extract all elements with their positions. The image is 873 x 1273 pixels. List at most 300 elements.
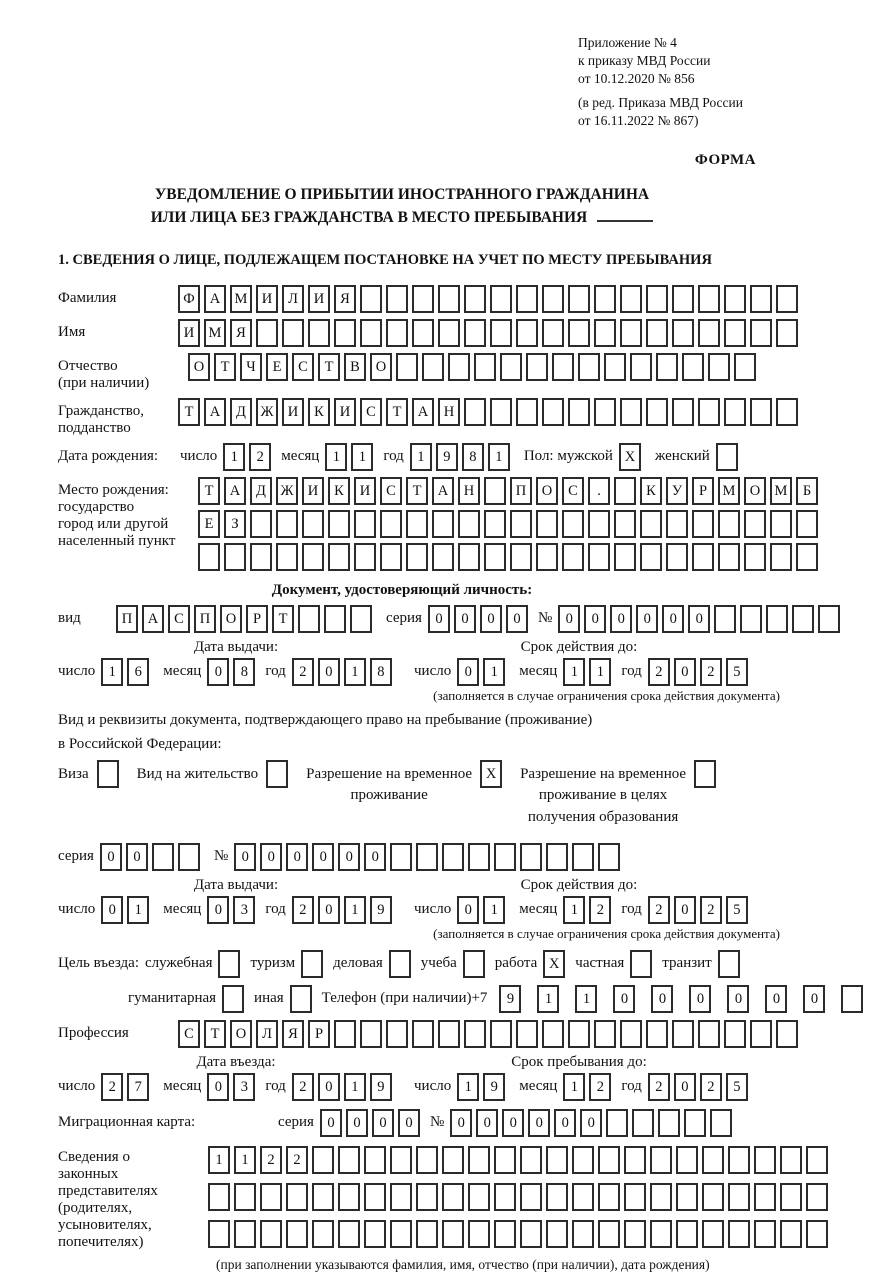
char-cell[interactable]: 0 (234, 843, 256, 871)
char-cell[interactable] (360, 319, 382, 347)
char-cell[interactable] (640, 543, 662, 571)
char-cell[interactable] (620, 319, 642, 347)
char-cell[interactable] (416, 843, 438, 871)
char-cell[interactable]: 0 (454, 605, 476, 633)
char-cell[interactable]: 3 (233, 896, 255, 924)
char-cell[interactable] (208, 1220, 230, 1248)
char-cell[interactable] (312, 1220, 334, 1248)
char-cell[interactable] (324, 605, 346, 633)
char-cell[interactable]: Ф (178, 285, 200, 313)
char-cell[interactable] (416, 1220, 438, 1248)
char-cell[interactable]: 0 (457, 896, 479, 924)
char-cell[interactable] (632, 1109, 654, 1137)
birth-month-cells[interactable] (325, 443, 377, 471)
char-cell[interactable]: 0 (662, 605, 684, 633)
char-cell[interactable] (604, 353, 626, 381)
char-cell[interactable] (224, 543, 246, 571)
char-cell[interactable] (286, 1220, 308, 1248)
char-cell[interactable] (646, 319, 668, 347)
char-cell[interactable] (750, 1020, 772, 1048)
char-cell[interactable] (546, 843, 568, 871)
residence-issue-year[interactable] (292, 896, 396, 924)
char-cell[interactable]: У (666, 477, 688, 505)
char-cell[interactable]: 0 (207, 1073, 229, 1101)
char-cell[interactable]: 0 (312, 843, 334, 871)
char-cell[interactable]: 0 (506, 605, 528, 633)
char-cell[interactable]: К (328, 477, 350, 505)
char-cell[interactable]: 2 (648, 658, 670, 686)
birth-place-cells-row2[interactable] (198, 510, 822, 538)
purpose-official-checkbox[interactable] (218, 950, 240, 978)
char-cell[interactable] (792, 605, 814, 633)
patronymic-cells[interactable] (188, 353, 760, 381)
char-cell[interactable] (260, 1183, 282, 1211)
char-cell[interactable] (594, 1020, 616, 1048)
purpose-study-checkbox[interactable] (463, 950, 485, 978)
char-cell[interactable] (328, 543, 350, 571)
char-cell[interactable]: 0 (674, 658, 696, 686)
char-cell[interactable]: 2 (648, 896, 670, 924)
char-cell[interactable] (542, 285, 564, 313)
char-cell[interactable]: Т (318, 353, 340, 381)
char-cell[interactable]: Т (214, 353, 236, 381)
char-cell[interactable]: С (380, 477, 402, 505)
char-cell[interactable]: 0 (584, 605, 606, 633)
char-cell[interactable]: О (536, 477, 558, 505)
temp-residence-checkbox[interactable]: X (480, 760, 502, 788)
char-cell[interactable] (234, 1220, 256, 1248)
char-cell[interactable]: К (308, 398, 330, 426)
entry-day[interactable] (101, 1073, 153, 1101)
phone-cells[interactable] (493, 985, 873, 1013)
purpose-humanitarian-checkbox[interactable] (222, 985, 244, 1013)
char-cell[interactable]: 1 (575, 985, 597, 1013)
char-cell[interactable]: 0 (674, 896, 696, 924)
char-cell[interactable]: 1 (457, 1073, 479, 1101)
char-cell[interactable] (390, 1183, 412, 1211)
char-cell[interactable] (776, 398, 798, 426)
char-cell[interactable]: 2 (589, 1073, 611, 1101)
char-cell[interactable] (484, 543, 506, 571)
identity-valid-month[interactable] (563, 658, 615, 686)
char-cell[interactable] (588, 543, 610, 571)
char-cell[interactable] (776, 1020, 798, 1048)
char-cell[interactable] (614, 543, 636, 571)
char-cell[interactable]: 0 (101, 896, 123, 924)
char-cell[interactable] (516, 398, 538, 426)
char-cell[interactable] (390, 843, 412, 871)
char-cell[interactable] (516, 1020, 538, 1048)
char-cell[interactable]: 1 (344, 1073, 366, 1101)
char-cell[interactable] (484, 477, 506, 505)
char-cell[interactable]: 0 (674, 1073, 696, 1101)
char-cell[interactable] (302, 510, 324, 538)
char-cell[interactable] (744, 510, 766, 538)
char-cell[interactable] (546, 1220, 568, 1248)
char-cell[interactable] (624, 1183, 646, 1211)
char-cell[interactable] (500, 353, 522, 381)
char-cell[interactable] (494, 1146, 516, 1174)
char-cell[interactable]: Н (458, 477, 480, 505)
citizenship-cells[interactable] (178, 398, 802, 426)
char-cell[interactable] (806, 1220, 828, 1248)
char-cell[interactable]: 2 (700, 896, 722, 924)
char-cell[interactable]: 0 (476, 1109, 498, 1137)
char-cell[interactable] (416, 1146, 438, 1174)
char-cell[interactable]: 5 (726, 896, 748, 924)
char-cell[interactable]: 0 (450, 1109, 472, 1137)
char-cell[interactable] (468, 1146, 490, 1174)
char-cell[interactable]: 2 (292, 1073, 314, 1101)
char-cell[interactable] (606, 1109, 628, 1137)
char-cell[interactable] (536, 510, 558, 538)
char-cell[interactable] (432, 543, 454, 571)
char-cell[interactable]: 2 (292, 896, 314, 924)
char-cell[interactable] (412, 319, 434, 347)
char-cell[interactable]: 6 (127, 658, 149, 686)
char-cell[interactable] (796, 543, 818, 571)
char-cell[interactable]: Б (796, 477, 818, 505)
char-cell[interactable] (568, 285, 590, 313)
char-cell[interactable] (474, 353, 496, 381)
char-cell[interactable]: М (204, 319, 226, 347)
char-cell[interactable] (572, 1146, 594, 1174)
char-cell[interactable] (568, 398, 590, 426)
char-cell[interactable]: О (744, 477, 766, 505)
char-cell[interactable]: М (718, 477, 740, 505)
char-cell[interactable]: 1 (127, 896, 149, 924)
char-cell[interactable] (841, 985, 863, 1013)
char-cell[interactable]: 0 (803, 985, 825, 1013)
char-cell[interactable] (490, 319, 512, 347)
char-cell[interactable] (458, 510, 480, 538)
char-cell[interactable]: С (562, 477, 584, 505)
char-cell[interactable] (676, 1220, 698, 1248)
char-cell[interactable] (552, 353, 574, 381)
char-cell[interactable] (542, 398, 564, 426)
char-cell[interactable] (464, 319, 486, 347)
char-cell[interactable] (718, 510, 740, 538)
char-cell[interactable] (750, 319, 772, 347)
char-cell[interactable] (412, 285, 434, 313)
migration-number-cells[interactable] (450, 1109, 736, 1137)
birth-place-cells-row1[interactable] (198, 477, 822, 505)
char-cell[interactable] (178, 843, 200, 871)
char-cell[interactable] (770, 543, 792, 571)
char-cell[interactable] (724, 1020, 746, 1048)
char-cell[interactable] (464, 1020, 486, 1048)
char-cell[interactable] (490, 285, 512, 313)
identity-valid-year[interactable] (648, 658, 752, 686)
char-cell[interactable]: 0 (651, 985, 673, 1013)
char-cell[interactable] (572, 1220, 594, 1248)
doc-number-cells[interactable] (558, 605, 844, 633)
profession-cells[interactable] (178, 1020, 802, 1048)
char-cell[interactable] (594, 319, 616, 347)
char-cell[interactable]: . (588, 477, 610, 505)
char-cell[interactable]: Т (198, 477, 220, 505)
char-cell[interactable] (776, 319, 798, 347)
char-cell[interactable]: 0 (126, 843, 148, 871)
char-cell[interactable]: 0 (558, 605, 580, 633)
char-cell[interactable]: А (412, 398, 434, 426)
char-cell[interactable]: Т (272, 605, 294, 633)
char-cell[interactable] (770, 510, 792, 538)
char-cell[interactable]: И (308, 285, 330, 313)
char-cell[interactable] (646, 285, 668, 313)
char-cell[interactable] (598, 843, 620, 871)
char-cell[interactable] (380, 510, 402, 538)
char-cell[interactable] (520, 1220, 542, 1248)
char-cell[interactable] (494, 1220, 516, 1248)
char-cell[interactable]: В (344, 353, 366, 381)
char-cell[interactable]: 1 (563, 1073, 585, 1101)
char-cell[interactable] (620, 1020, 642, 1048)
char-cell[interactable]: Я (230, 319, 252, 347)
char-cell[interactable] (692, 510, 714, 538)
char-cell[interactable] (724, 285, 746, 313)
stay-day[interactable] (457, 1073, 509, 1101)
char-cell[interactable] (386, 1020, 408, 1048)
char-cell[interactable]: Я (282, 1020, 304, 1048)
char-cell[interactable] (390, 1146, 412, 1174)
char-cell[interactable]: О (220, 605, 242, 633)
char-cell[interactable]: Е (198, 510, 220, 538)
char-cell[interactable]: 2 (589, 896, 611, 924)
purpose-transit-checkbox[interactable] (718, 950, 740, 978)
char-cell[interactable] (666, 543, 688, 571)
char-cell[interactable] (598, 1183, 620, 1211)
char-cell[interactable] (672, 319, 694, 347)
char-cell[interactable]: И (302, 477, 324, 505)
char-cell[interactable]: 0 (346, 1109, 368, 1137)
char-cell[interactable] (494, 1183, 516, 1211)
birth-place-cells-row3[interactable] (198, 543, 822, 571)
char-cell[interactable] (676, 1146, 698, 1174)
char-cell[interactable] (442, 843, 464, 871)
char-cell[interactable] (572, 1183, 594, 1211)
char-cell[interactable]: 2 (101, 1073, 123, 1101)
char-cell[interactable]: Р (246, 605, 268, 633)
char-cell[interactable] (682, 353, 704, 381)
char-cell[interactable]: 5 (726, 1073, 748, 1101)
residence-issue-month[interactable] (207, 896, 259, 924)
char-cell[interactable]: 2 (292, 658, 314, 686)
char-cell[interactable]: 1 (589, 658, 611, 686)
char-cell[interactable] (234, 1183, 256, 1211)
char-cell[interactable]: Д (250, 477, 272, 505)
char-cell[interactable] (520, 843, 542, 871)
female-checkbox[interactable] (716, 443, 738, 471)
char-cell[interactable]: 5 (726, 658, 748, 686)
purpose-private-checkbox[interactable] (630, 950, 652, 978)
doc-kind-cells[interactable] (116, 605, 376, 633)
char-cell[interactable] (260, 1220, 282, 1248)
char-cell[interactable] (354, 510, 376, 538)
char-cell[interactable]: Н (438, 398, 460, 426)
char-cell[interactable]: 0 (318, 1073, 340, 1101)
char-cell[interactable] (640, 510, 662, 538)
entry-month[interactable] (207, 1073, 259, 1101)
char-cell[interactable] (698, 319, 720, 347)
char-cell[interactable] (780, 1146, 802, 1174)
char-cell[interactable]: 0 (689, 985, 711, 1013)
char-cell[interactable] (702, 1220, 724, 1248)
char-cell[interactable] (536, 543, 558, 571)
char-cell[interactable] (494, 843, 516, 871)
char-cell[interactable]: 9 (436, 443, 458, 471)
stay-year[interactable] (648, 1073, 752, 1101)
char-cell[interactable] (734, 353, 756, 381)
char-cell[interactable] (780, 1220, 802, 1248)
char-cell[interactable] (546, 1183, 568, 1211)
male-checkbox[interactable]: X (619, 443, 641, 471)
char-cell[interactable] (650, 1146, 672, 1174)
char-cell[interactable]: 0 (100, 843, 122, 871)
char-cell[interactable] (526, 353, 548, 381)
char-cell[interactable]: 2 (249, 443, 271, 471)
purpose-work-checkbox[interactable]: X (543, 950, 565, 978)
char-cell[interactable]: 0 (260, 843, 282, 871)
residence-valid-day[interactable] (457, 896, 509, 924)
char-cell[interactable] (152, 843, 174, 871)
char-cell[interactable] (390, 1220, 412, 1248)
char-cell[interactable]: П (194, 605, 216, 633)
char-cell[interactable] (562, 510, 584, 538)
char-cell[interactable]: 1 (101, 658, 123, 686)
char-cell[interactable] (684, 1109, 706, 1137)
char-cell[interactable] (510, 510, 532, 538)
residence-valid-month[interactable] (563, 896, 615, 924)
char-cell[interactable] (598, 1220, 620, 1248)
char-cell[interactable] (438, 319, 460, 347)
char-cell[interactable] (438, 285, 460, 313)
char-cell[interactable]: И (354, 477, 376, 505)
char-cell[interactable] (520, 1183, 542, 1211)
char-cell[interactable] (334, 1020, 356, 1048)
char-cell[interactable]: 0 (554, 1109, 576, 1137)
char-cell[interactable]: М (770, 477, 792, 505)
identity-issue-month[interactable] (207, 658, 259, 686)
char-cell[interactable]: И (256, 285, 278, 313)
char-cell[interactable]: 9 (370, 1073, 392, 1101)
char-cell[interactable] (710, 1109, 732, 1137)
char-cell[interactable]: 8 (462, 443, 484, 471)
representatives-cells-row3[interactable] (208, 1220, 832, 1248)
char-cell[interactable]: 9 (483, 1073, 505, 1101)
char-cell[interactable] (568, 319, 590, 347)
char-cell[interactable]: 0 (364, 843, 386, 871)
purpose-business-checkbox[interactable] (389, 950, 411, 978)
char-cell[interactable]: 0 (610, 605, 632, 633)
char-cell[interactable]: Т (386, 398, 408, 426)
char-cell[interactable]: О (188, 353, 210, 381)
char-cell[interactable]: С (168, 605, 190, 633)
char-cell[interactable] (728, 1146, 750, 1174)
char-cell[interactable] (572, 843, 594, 871)
char-cell[interactable] (208, 1183, 230, 1211)
char-cell[interactable] (386, 319, 408, 347)
char-cell[interactable] (594, 285, 616, 313)
char-cell[interactable] (676, 1183, 698, 1211)
char-cell[interactable]: П (510, 477, 532, 505)
char-cell[interactable]: 0 (398, 1109, 420, 1137)
char-cell[interactable] (806, 1183, 828, 1211)
char-cell[interactable] (448, 353, 470, 381)
char-cell[interactable] (256, 319, 278, 347)
char-cell[interactable] (672, 285, 694, 313)
char-cell[interactable]: Л (256, 1020, 278, 1048)
char-cell[interactable]: 0 (207, 658, 229, 686)
char-cell[interactable] (672, 398, 694, 426)
char-cell[interactable] (312, 1183, 334, 1211)
char-cell[interactable] (614, 510, 636, 538)
char-cell[interactable] (396, 353, 418, 381)
char-cell[interactable]: 1 (483, 658, 505, 686)
char-cell[interactable] (620, 285, 642, 313)
char-cell[interactable]: 1 (488, 443, 510, 471)
char-cell[interactable] (728, 1183, 750, 1211)
char-cell[interactable] (818, 605, 840, 633)
char-cell[interactable]: 0 (286, 843, 308, 871)
char-cell[interactable] (650, 1220, 672, 1248)
char-cell[interactable]: Е (266, 353, 288, 381)
char-cell[interactable] (406, 543, 428, 571)
char-cell[interactable] (646, 1020, 668, 1048)
char-cell[interactable] (692, 543, 714, 571)
char-cell[interactable] (490, 398, 512, 426)
char-cell[interactable] (754, 1183, 776, 1211)
char-cell[interactable] (740, 605, 762, 633)
char-cell[interactable]: М (230, 285, 252, 313)
char-cell[interactable] (578, 353, 600, 381)
char-cell[interactable]: 0 (428, 605, 450, 633)
char-cell[interactable] (728, 1220, 750, 1248)
char-cell[interactable]: Я (334, 285, 356, 313)
char-cell[interactable]: Т (204, 1020, 226, 1048)
char-cell[interactable] (364, 1183, 386, 1211)
char-cell[interactable]: А (224, 477, 246, 505)
residence-permit-checkbox[interactable] (266, 760, 288, 788)
char-cell[interactable] (510, 543, 532, 571)
char-cell[interactable] (468, 843, 490, 871)
migration-series-cells[interactable] (320, 1109, 424, 1137)
char-cell[interactable] (412, 1020, 434, 1048)
char-cell[interactable]: 2 (260, 1146, 282, 1174)
char-cell[interactable] (776, 285, 798, 313)
char-cell[interactable]: С (360, 398, 382, 426)
char-cell[interactable] (308, 319, 330, 347)
char-cell[interactable]: Д (230, 398, 252, 426)
char-cell[interactable]: А (142, 605, 164, 633)
char-cell[interactable]: Ж (276, 477, 298, 505)
char-cell[interactable] (698, 1020, 720, 1048)
char-cell[interactable] (718, 543, 740, 571)
char-cell[interactable]: 1 (325, 443, 347, 471)
char-cell[interactable]: 0 (502, 1109, 524, 1137)
char-cell[interactable] (416, 1183, 438, 1211)
char-cell[interactable] (364, 1146, 386, 1174)
char-cell[interactable] (406, 510, 428, 538)
identity-issue-year[interactable] (292, 658, 396, 686)
entry-year[interactable] (292, 1073, 396, 1101)
char-cell[interactable] (520, 1146, 542, 1174)
char-cell[interactable] (302, 543, 324, 571)
char-cell[interactable]: 0 (636, 605, 658, 633)
char-cell[interactable] (360, 285, 382, 313)
char-cell[interactable] (490, 1020, 512, 1048)
char-cell[interactable]: 8 (370, 658, 392, 686)
